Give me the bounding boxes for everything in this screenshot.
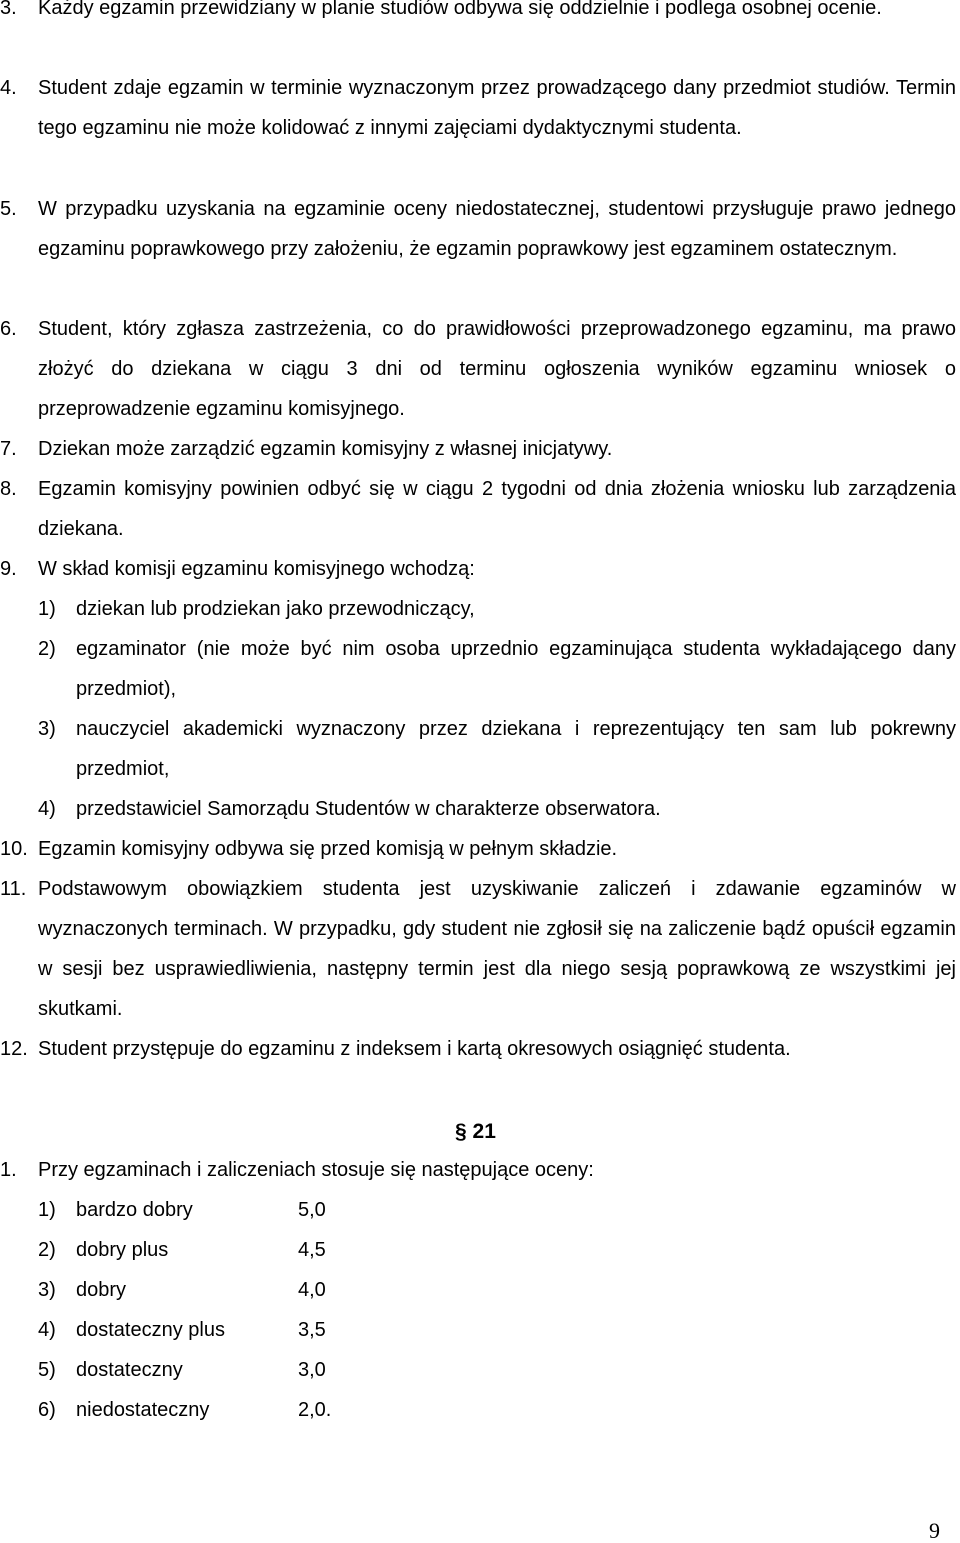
- grade-number: 3): [38, 1279, 56, 1301]
- grade-number: 6): [38, 1399, 56, 1421]
- grade-value: 4,5: [298, 1239, 326, 1261]
- grade-row: [38, 1270, 438, 1310]
- item-text: W skład komisji egzaminu komisyjnego wchodzą:: [38, 558, 475, 580]
- grade-name: dobry: [76, 1279, 127, 1301]
- grade-number: 1): [38, 1199, 56, 1221]
- grade-name: dobry plus: [76, 1239, 169, 1261]
- item-text: Egzamin komisyjny powinien odbyć się w ciągu 2 tygodni od dnia złożenia wniosku lub zarządzenia dziekana.: [38, 478, 956, 540]
- grade-value: 4,0: [298, 1279, 326, 1301]
- item-text: Każdy egzamin przewidziany w planie studiów odbywa się oddzielnie i podlega osobnej ocenie.: [38, 0, 882, 19]
- item-number: 11.: [0, 878, 27, 900]
- item-text: Student przystępuje do egzaminu z indeksem i kartą okresowych osiągnięć studenta.: [38, 1038, 791, 1060]
- sub-item-text: przedstawiciel Samorządu Studentów w charakterze obserwatora.: [76, 798, 661, 820]
- item-text: Egzamin komisyjny odbywa się przed komisją w pełnym składzie.: [38, 838, 618, 860]
- item-number: 12.: [0, 1038, 28, 1060]
- item-number: 7.: [0, 438, 17, 460]
- sub-item-text: dziekan lub prodziekan jako przewodniczący,: [76, 598, 475, 620]
- sub-item-text: egzaminator (nie może być nim osoba uprzednio egzaminująca studenta wykładającego dany przedmiot),: [76, 638, 956, 700]
- item-text: Dziekan może zarządzić egzamin komisyjny z własnej inicjatywy.: [38, 438, 613, 460]
- section-heading: § 21: [455, 1120, 496, 1143]
- grade-name: niedostateczny: [76, 1399, 210, 1421]
- grade-number: 2): [38, 1239, 56, 1261]
- item-number: 8.: [0, 478, 17, 500]
- grade-value: 5,0: [298, 1199, 326, 1221]
- sub-item-number: 4): [38, 798, 56, 820]
- sub-item-number: 1): [38, 598, 56, 620]
- item-text: Student zdaje egzamin w terminie wyznaczonym przez prowadzącego dany przedmiot studiów. Termin tego egzaminu nie może kolidować z innymi zajęciami dydaktycznymi studenta.: [38, 77, 956, 139]
- sub-item-number: 2): [38, 638, 56, 660]
- grade-name: bardzo dobry: [76, 1199, 193, 1221]
- grade-row: [38, 1310, 438, 1350]
- item-text: W przypadku uzyskania na egzaminie oceny niedostatecznej, studentowi przysługuje prawo jednego egzaminu poprawkowego przy założeniu, że egzamin poprawkowy jest egzaminem ostatecznym.: [38, 198, 956, 260]
- grade-value: 3,5: [298, 1319, 326, 1341]
- grade-row: [38, 1190, 438, 1230]
- item-text: Student, który zgłasza zastrzeżenia, co do prawidłowości przeprowadzonego egzaminu, ma prawo złożyć do dziekana w ciągu 3 dni od terminu ogłoszenia wyników egzaminu wniosek o przeprowadzenie egzaminu komisyjnego.: [38, 318, 956, 420]
- item-number: 4.: [0, 77, 17, 99]
- grade-value: 3,0: [298, 1359, 326, 1381]
- item-number: 9.: [0, 558, 17, 580]
- grade-row: [38, 1230, 438, 1270]
- page-number: 9: [929, 1518, 940, 1543]
- item-number: 5.: [0, 198, 17, 220]
- item-number: 3.: [0, 0, 17, 19]
- item-text: Podstawowym obowiązkiem studenta jest uzyskiwanie zaliczeń i zdawanie egzaminów w wyznaczonych terminach. W przypadku, gdy student nie zgłosił się na zaliczenie bądź opuścił egzamin w sesji bez usprawiedliwienia, następny termin jest dla niego sesją poprawkową ze wszystkimi jej skutkami.: [38, 878, 956, 1020]
- grade-value: 2,0.: [298, 1399, 332, 1421]
- sub-item-number: 3): [38, 718, 56, 740]
- grade-name: dostateczny plus: [76, 1319, 225, 1341]
- grade-row: [38, 1390, 438, 1430]
- item-number: 6.: [0, 318, 17, 340]
- grade-number: 4): [38, 1319, 56, 1341]
- sub-item-text: nauczyciel akademicki wyznaczony przez dziekana i reprezentujący ten sam lub pokrewny przedmiot,: [76, 718, 956, 780]
- item-number: 1.: [0, 1159, 17, 1181]
- grade-name: dostateczny: [76, 1359, 183, 1381]
- item-text: Przy egzaminach i zaliczeniach stosuje się następujące oceny:: [38, 1159, 594, 1181]
- grade-number: 5): [38, 1359, 56, 1381]
- grade-row: [38, 1350, 438, 1390]
- item-number: 10.: [0, 838, 28, 860]
